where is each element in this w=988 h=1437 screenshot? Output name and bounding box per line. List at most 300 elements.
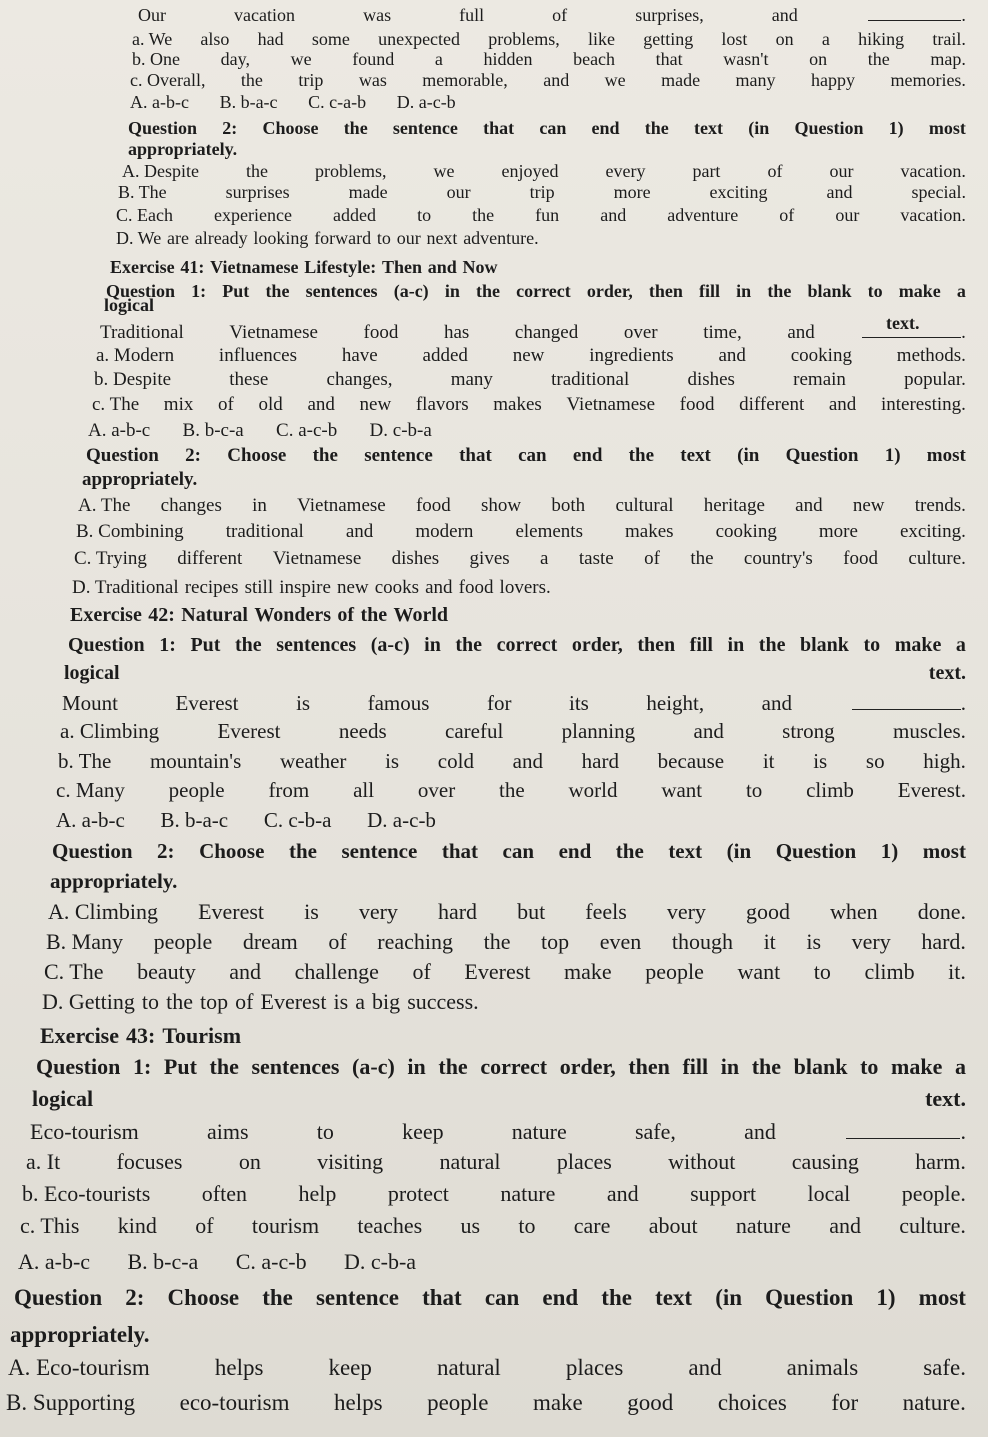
word: the [615,839,644,863]
word: to [141,989,160,1014]
ex41-title [110,258,966,278]
word: (a-c) [352,1054,395,1079]
word: end [542,1285,579,1310]
ex40-q2-prompt [128,119,966,139]
word: B. b-a-c [160,808,229,832]
word: the [475,281,500,301]
word: the [262,1285,293,1310]
word: help [298,1181,337,1206]
word: Put [163,1054,197,1079]
word: made [661,70,701,90]
word: food [415,495,451,516]
word: fill [682,1054,709,1079]
word: Exercise [70,604,142,626]
word: then [648,281,683,301]
word: correct [516,281,571,301]
word: cold [437,749,474,773]
ex42-option-d [42,990,966,1014]
word: hiking [858,29,905,49]
word: order, [571,634,623,656]
word: very [851,929,891,954]
ex42-sentence-a [60,720,966,743]
ex40-sentence-b [132,50,966,70]
answer-blank[interactable] [860,320,966,344]
word: problems, [488,29,560,49]
word: food [679,394,715,415]
word: blank [800,634,849,656]
word: food [458,577,494,598]
word: recipes [184,577,239,598]
word: high. [923,749,966,773]
word: of [767,161,783,181]
word: Put [222,281,250,301]
word: sentences [305,281,378,301]
word: good [745,899,790,924]
word: Vietnamese [272,548,362,569]
word: show [481,495,522,516]
word: adventure. [463,228,539,248]
word: people. [901,1181,966,1206]
word: these [229,369,269,390]
word: 2: [222,118,238,138]
word: traditional [551,369,630,390]
word: and [744,1118,776,1144]
word: flavors [415,394,469,415]
word: it [762,749,775,773]
word: heritage [703,495,765,516]
word: 2: [157,839,175,863]
word: influences [218,345,297,366]
word: 1) [884,445,901,466]
word: trip [529,182,555,202]
word: our [835,205,860,225]
word: when [830,899,878,924]
word: wasn't [723,49,769,69]
word: to [316,1118,334,1144]
word: B. Supporting [6,1390,136,1415]
word: to [863,634,881,656]
word: still [244,577,274,598]
word: also [200,29,230,49]
word: is [813,749,828,773]
word: very [666,899,706,924]
word: (in [715,1285,743,1310]
word: the [601,1285,632,1310]
word: changes [160,495,222,516]
word: us [460,1213,481,1238]
ex40-option-b [118,183,966,203]
ex43-option-b [6,1390,966,1415]
word: was [363,5,392,26]
word: and [307,394,335,415]
word: teaches [357,1213,423,1238]
word: of [412,959,431,984]
word: of [337,604,355,626]
word: aims [206,1118,249,1144]
word: Question [68,634,145,656]
word: to [867,281,883,301]
word: makes [493,394,542,415]
word: surprises [225,182,290,202]
word: had [257,29,284,49]
word: but [517,899,546,924]
word: exciting. [899,521,966,542]
word: memorable, [422,70,508,90]
word: new [512,345,545,366]
word: climb [806,778,854,802]
word: then [637,634,676,656]
word: even [599,929,642,954]
word: logical [64,662,120,684]
word: food [363,322,399,344]
word: Vietnamese [210,257,299,277]
word: success. [407,989,479,1014]
word: a. Modern [96,345,175,366]
word: to [417,205,432,225]
word: most [918,1285,966,1310]
word: appropriately. [128,139,238,159]
word: 1) [880,839,899,863]
word: to [745,778,763,802]
word: Everest [217,719,281,743]
word: like [587,29,615,49]
word: then [628,1054,670,1079]
word: and [512,749,543,773]
ex43-q1-prompt [36,1055,966,1079]
word: and [795,495,823,516]
word: vacation. [900,161,966,181]
word: and [761,690,792,715]
word: Question [128,118,198,138]
word: 1: [191,281,207,301]
word: care [573,1213,611,1238]
word: 42: [148,604,175,626]
word: and [828,394,857,415]
word: mix [163,394,194,415]
word: text. [925,1086,966,1111]
word: of [779,205,795,225]
word: A. Despite [122,161,199,181]
word: the [472,205,495,225]
word: both [551,495,586,516]
word: the [455,634,483,656]
word: to [813,959,831,984]
ex41-q1-options [88,421,966,442]
word: the [499,778,525,802]
word: B. b-c-a [182,420,244,441]
word: memories. [890,70,966,90]
blank-period: . [960,1118,966,1144]
word: D. We [116,228,162,248]
word: that [422,1285,462,1310]
word: feels [585,899,627,924]
word: Eco-tourism [30,1118,139,1144]
answer-blank[interactable] [844,1118,966,1144]
word: Question [106,281,176,301]
answer-blank[interactable] [866,4,966,26]
word: most [928,118,966,138]
ex40-option-d [116,229,966,249]
word: a. It [26,1149,61,1174]
word: Exercise [110,257,175,277]
word: mountain's [149,749,242,773]
ex42-option-a [48,900,966,924]
word: unexpected [378,29,461,49]
word: D. c-b-a [369,420,432,441]
word: Everest. [897,778,966,802]
word: D. a-c-b [367,808,436,832]
word: remain [793,369,846,390]
word: time, [703,322,742,344]
word: the [644,118,669,138]
word: c. The [92,394,140,415]
word: the [240,70,263,90]
word: and [425,577,453,598]
word: (in [748,118,770,138]
word: eco-tourism [179,1390,290,1415]
word: B. Combining [76,521,184,542]
word: in [720,1054,740,1079]
word: so [865,749,885,773]
ex42-q1-options [56,809,966,832]
word: correct [480,1054,548,1079]
word: to [376,228,391,248]
ex43-sentence-c [20,1214,966,1238]
word: text [668,839,703,863]
word: B. b-c-a [127,1249,199,1274]
word: some [311,29,350,49]
word: (in [737,445,760,466]
word: most [926,445,966,466]
word: part [692,161,721,181]
word: protect [387,1181,449,1206]
word: Question [52,839,133,863]
word: added [422,345,468,366]
word: adventure [667,205,739,225]
word: our [446,182,471,202]
word: logical [104,295,154,315]
word: interesting. [880,394,966,415]
word: gives [469,548,510,569]
word: the [235,634,262,656]
ex43-sentence-b [22,1182,966,1206]
ex42-q2-prompt-end [50,870,966,893]
word: Choose [227,445,287,466]
word: top [541,929,570,954]
word: A. a-b-c [18,1249,91,1274]
word: and [229,959,262,984]
word: its [569,690,589,715]
word: the [867,49,890,69]
word: different [739,394,805,415]
word: C. The [44,959,104,984]
word: of [218,394,234,415]
word: a [954,1054,966,1079]
word: 41: [180,257,205,277]
word: Vietnamese [297,495,386,516]
ex40-option-a [122,162,966,182]
word: can [484,1285,520,1310]
word: Choose [262,118,319,138]
word: taste [578,548,614,569]
word: and [688,1355,722,1380]
word: places [556,1149,612,1174]
word: visiting [317,1149,384,1174]
word: old [258,394,283,415]
word: of [552,5,568,26]
word: fill [699,281,721,301]
word: Tourism [162,1023,242,1048]
ex41-passage-start [100,320,966,344]
word: reaching [377,929,453,954]
word: make [563,959,612,984]
ex43-passage-start [30,1118,966,1144]
word: Mount [62,690,119,715]
word: make [894,634,942,656]
word: and [427,257,457,277]
word: can [539,118,567,138]
word: challenge [294,959,379,984]
word: the [751,1054,782,1079]
word: the [767,281,792,301]
word: A. a-b-c [56,808,125,832]
word: the [690,548,714,569]
ex40-passage-start [138,4,966,26]
ex43-title [40,1024,966,1048]
word: fun [535,205,560,225]
word: a [821,29,830,49]
word: we [290,49,312,69]
word: Question [36,1054,121,1079]
word: muscles. [893,719,966,743]
word: 1) [876,1285,896,1310]
word: is [296,690,311,715]
word: want [737,959,781,984]
ex40-option-c [116,206,966,226]
ex40-sentence-a [132,30,966,50]
word: b. One [132,49,180,69]
word: enjoyed [501,161,559,181]
word: can [502,839,535,863]
word: local [807,1181,851,1206]
blank-period: . [961,322,966,344]
word: sentences [276,634,357,656]
word: over [417,778,456,802]
ex42-option-b [46,930,966,954]
word: b. The [58,749,112,773]
word: new [852,495,885,516]
word: very [358,899,398,924]
word: most [922,839,966,863]
word: the [483,929,511,954]
ex42-sentence-b [58,750,966,773]
word: D. c-b-a [343,1249,417,1274]
word: fill [689,634,713,656]
word: popular. [904,369,966,390]
answer-blank[interactable] [850,690,966,715]
word: A. a-b-c [88,420,151,441]
word: and [771,5,798,26]
word: c. This [20,1213,80,1238]
word: on [238,1149,261,1174]
word: focuses [116,1149,183,1174]
word: C. Each [116,205,173,225]
word: that [459,445,492,466]
word: a [956,281,966,301]
word: Then [381,257,422,277]
word: Our [138,5,166,26]
word: cooks [374,577,420,598]
word: text [655,1285,693,1310]
word: and [787,322,815,344]
word: made [348,182,388,202]
word: without [668,1149,736,1174]
word: done. [917,899,966,924]
word: modern [415,521,474,542]
word: of [328,929,347,954]
word: experience [214,205,292,225]
word: nature. [902,1390,966,1415]
word: trends. [914,495,966,516]
word: a. Climbing [60,719,160,743]
word: trip [298,70,324,90]
word: a. We [132,29,173,49]
word: keep [328,1355,372,1380]
word: methods. [896,345,966,366]
ex41-q2-prompt [86,446,966,467]
word: on [809,49,828,69]
word: trail. [932,29,966,49]
word: new [359,394,392,415]
word: elements [515,521,583,542]
word: C. a-c-b [235,1249,307,1274]
word: all [353,778,375,802]
word: lost [721,29,748,49]
word: a [540,548,549,569]
word: c. Overall, [130,70,206,90]
word: is [385,749,400,773]
word: helps [334,1390,383,1415]
word: World [393,604,448,626]
word: Lifestyle: [304,257,377,277]
word: hard [437,899,478,924]
word: end [558,839,592,863]
ex42-q2-prompt [52,840,966,863]
word: height, [646,690,705,715]
word: special. [911,182,966,202]
word: A. a-b-c [130,92,189,112]
word: sentence [364,445,433,466]
word: our [396,228,421,248]
word: people [168,778,225,802]
word: it [763,929,776,954]
word: in [727,634,745,656]
word: text [694,118,723,138]
word: for [831,1390,859,1415]
ex43-q1-prompt-2 [32,1087,966,1111]
word: dream [242,929,298,954]
word: sentence [315,1285,399,1310]
word: every [605,161,646,181]
word: already [194,228,248,248]
word: looking [253,228,309,248]
word: world [568,778,618,802]
ex40-sentence-c [130,71,966,91]
ex42-title [70,604,966,626]
word: order, [559,1054,616,1079]
ex42-q1-prompt-2 [64,662,966,684]
word: in [252,495,267,516]
